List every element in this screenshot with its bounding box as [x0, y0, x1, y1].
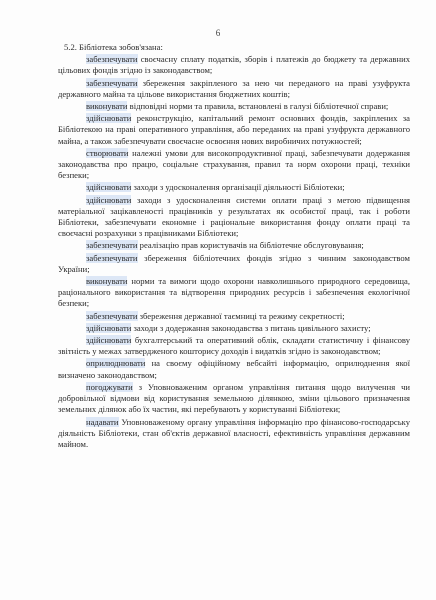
document-body: [58, 42, 410, 451]
highlighted-verb: оприлюднювати: [86, 358, 146, 369]
paragraph-text: збереження державної таємниці та режиму секретності;: [137, 310, 345, 321]
paragraph-text: заходи з додержання законодавства з питань цивільного захисту;: [131, 322, 371, 333]
obligation-paragraph: [58, 253, 410, 275]
highlighted-verb: забезпечувати: [86, 240, 138, 251]
highlighted-verb: здійснювати: [86, 194, 132, 205]
obligation-paragraph: [58, 78, 410, 100]
highlighted-verb: надавати: [86, 416, 119, 427]
paragraph-text: відповідні норми та правила, встановлені в галузі бібліотечної справи;: [127, 101, 389, 112]
obligation-paragraph: [58, 323, 410, 334]
paragraph-text: з Уповноваженим органом управління питання щодо вилучення чи добровільної відмови від користування земельною ділянкою, зміни цільового призначення земельних ділянок або їх частин, які перебувають у користуванні Бібліотеки;: [58, 381, 410, 415]
highlighted-verb: здійснювати: [86, 322, 132, 333]
page-number: 6: [215, 28, 221, 38]
paragraph-text: збереження закріпленого за нею чи переданого на праві узуфрукта державного майна та цільове використання бюджетних коштів;: [58, 77, 410, 99]
paragraph-text: заходи з удосконалення системи оплати праці з метою підвищення матеріальної зацікавленості працівників у результатах як особистої праці, так і роботи Бібліотеки, забезпечувати економне і раціональне використання фонду оплати праці та своєчасні розрахунки з працівниками Бібліотеки;: [58, 194, 410, 239]
highlighted-verb: здійснювати: [86, 335, 132, 346]
highlighted-verb: здійснювати: [86, 113, 132, 124]
obligation-paragraph: [58, 54, 410, 76]
obligation-paragraph: [58, 382, 410, 416]
paragraph-text: Уповноваженому органу управління інформацію про фінансово-господарську діяльність Бібліотеки, стан об'єктів державної власності, ефективність управління державним майном.: [58, 416, 410, 449]
highlighted-verb: забезпечувати: [86, 54, 138, 65]
highlighted-verb: забезпечувати: [86, 310, 138, 321]
highlighted-verb: погоджувати: [86, 381, 133, 392]
highlighted-verb: забезпечувати: [86, 77, 138, 88]
paragraph-text: збереження бібліотечних фондів згідно з чинним законодавством України;: [58, 252, 410, 274]
obligation-paragraph: [58, 240, 410, 251]
obligation-paragraph: [58, 358, 410, 380]
obligation-paragraph: [58, 101, 410, 112]
highlighted-verb: створювати: [86, 147, 129, 158]
obligation-paragraph: [58, 182, 410, 193]
obligation-paragraph: [58, 195, 410, 240]
paragraph-text: реалізацію прав користувачів на бібліотечне обслуговування;: [137, 240, 364, 251]
highlighted-verb: виконувати: [86, 276, 128, 287]
obligation-paragraph: [58, 417, 410, 451]
obligation-paragraph: [58, 311, 410, 322]
section-title: 5.2. Бібліотека зобов'язана:: [64, 42, 163, 52]
paragraph-text: реконструкцію, капітальний ремонт основних фондів, закріплених за Бібліотекою на праві оперативного управління, або переданих на праві узуфрукта державного майна, а також забезпечувати своєчасне освоєння нових виробничих потужностей;: [58, 113, 410, 146]
highlighted-verb: виконувати: [86, 101, 128, 112]
highlighted-verb: забезпечувати: [86, 252, 138, 263]
paragraph-text: заходи з удосконалення організації діяльності Бібліотеки;: [131, 182, 345, 193]
paragraph-text: своєчасну сплату податків, зборів і платежів до бюджету та державних цільових фондів згідно із законодавством;: [58, 54, 410, 76]
paragraph-text: на своєму офіційному вебсайті інформацію, оприлюднення якої визначено законодавством;: [58, 358, 410, 380]
obligation-paragraph: [58, 148, 410, 182]
paragraph-text: бухгалтерський та оперативний облік, складати статистичну і фінансову звітність у межах затвердженого кошторису доходів і видатків згідно із законодавством;: [58, 335, 410, 357]
highlighted-verb: здійснювати: [86, 182, 132, 193]
paragraph-list: [58, 54, 410, 450]
paragraph-text: норми та вимоги щодо охорони навколишнього природного середовища, раціонального використання та відтворення природних ресурсів і забезпечення екологічної безпеки;: [58, 276, 410, 309]
obligation-paragraph: [58, 276, 410, 310]
obligation-paragraph: [58, 113, 410, 147]
paragraph-text: належні умови для високопродуктивної праці, забезпечувати додержання законодавства про працю, соціальне страхування, правил та норм охорони праці, техніки безпеки;: [58, 147, 410, 181]
obligation-paragraph: [58, 335, 410, 357]
